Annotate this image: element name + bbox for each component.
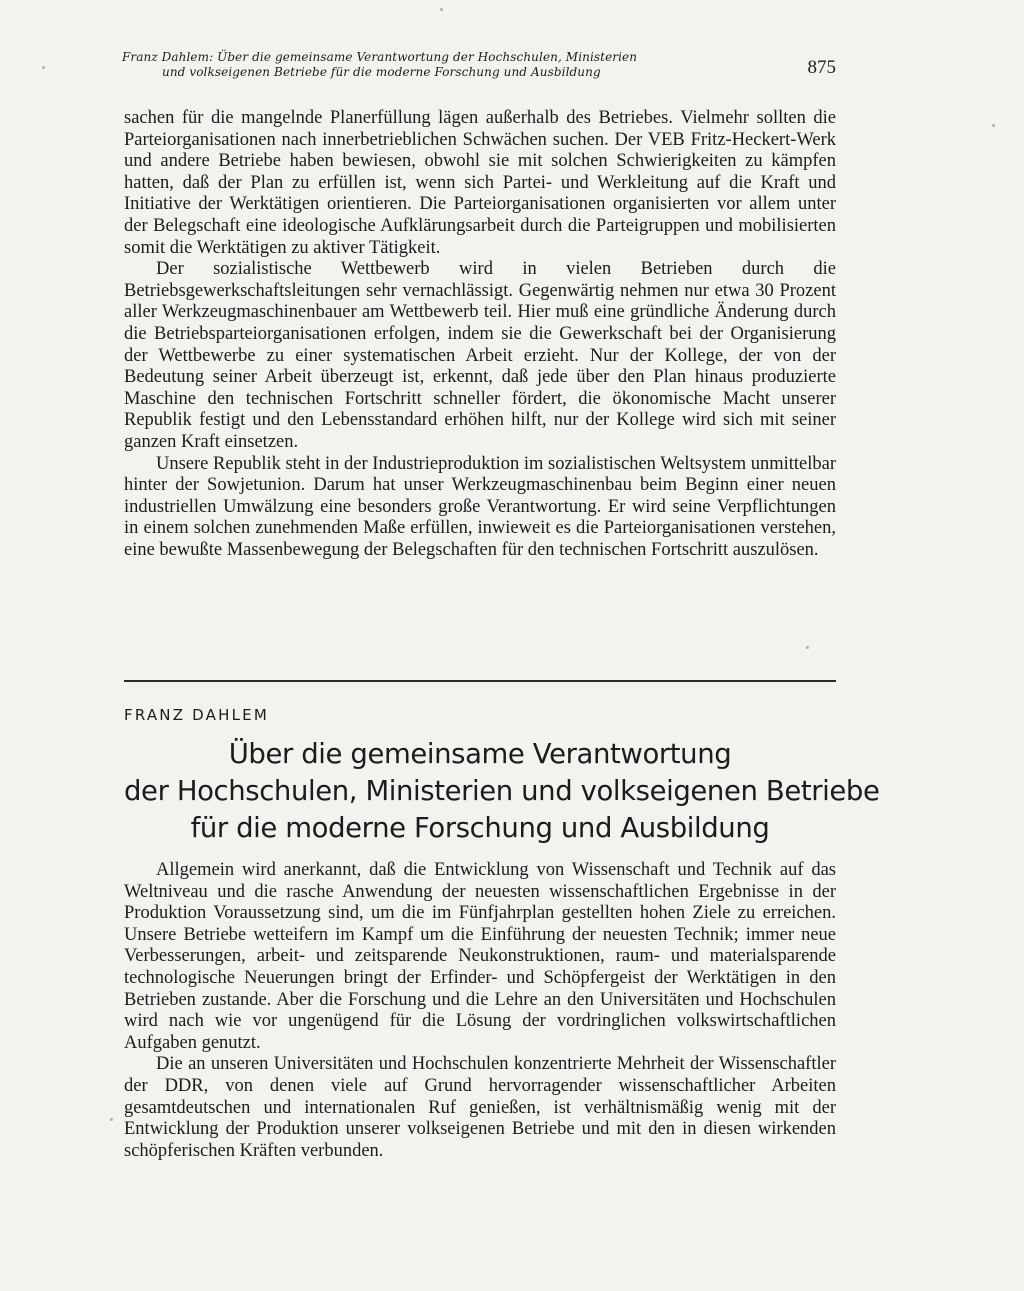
scan-speck <box>806 646 809 649</box>
article-title-line-1: Über die gemeinsame Verantwortung <box>228 738 732 770</box>
previous-article-text <box>124 108 836 561</box>
paragraph: Der sozialistische Wettbewerb wird in vielen Betrieben durch die Betriebsgewerkschaftsleitungen sehr vernachlässigt. Gegenwärtig nehmen nur etwa 30 Prozent aller Werkzeugmaschinenbauer am Wettbewerb teil. Hier muß eine gründliche Änderung durch die Betriebsparteiorganisationen erfolgen, indem sie die Gewerkschaft bei der Organisierung der Wettbewerbe zu einer systematischen Arbeit erzieht. Nur der Kollege, der von der Bedeutung seiner Arbeit überzeugt ist, erkennt, daß jede über den Plan hinaus produzierte Maschine den technischen Fortschritt schneller fördert, die ökonomische Macht unserer Republik festigt und den Lebensstandard erhöhen hilft, nur der Kollege wird sich mit seiner ganzen Kraft einsetzen. <box>124 259 836 452</box>
scan-speck <box>992 124 995 127</box>
article-body <box>124 860 836 1162</box>
paragraph-continued: sachen für die mangelnde Planerfüllung lägen außerhalb des Betriebes. Vielmehr sollten die Parteiorganisationen nach innerbetrieblichen Schwächen suchen. Der VEB Fritz-Heckert-Werk und andere Betriebe haben bewiesen, obwohl sie mit solchen Schwierigkeiten zu kämpfen hatten, daß der Plan zu erfüllen ist, wenn sich Partei- und Werkleitung auf die Kraft und Initiative der Werktätigen orientieren. Die Parteiorganisationen organisierten vor allem unter der Belegschaft eine ideologische Aufklärungsarbeit durch die Parteigruppen und mobilisierten somit die Werktätigen zu aktiver Tätigkeit. <box>124 108 836 258</box>
running-title <box>122 50 732 80</box>
paragraph: Die an unseren Universitäten und Hochschulen konzentrierte Mehrheit der Wissenschaftler der DDR, von denen viele auf Grund hervorragender wissenschaftlicher Arbeiten gesamtdeutschen und internationalen Ruf genießen, ist verhältnismäßig wenig mit der Entwicklung der Produktion unserer volkseigenen Betriebe und mit den in diesen wirkenden schöpferischen Kräften verbunden. <box>124 1054 836 1161</box>
scan-speck <box>42 66 45 69</box>
scan-speck <box>110 1118 113 1121</box>
article-author: FRANZ DAHLEM <box>124 706 269 724</box>
running-title-line-2: und volkseigenen Betriebe für die moderne Forschung und Ausbildung <box>162 65 601 79</box>
page-number: 875 <box>807 57 836 78</box>
running-header <box>122 50 836 84</box>
article-title-line-2: der Hochschulen, Ministerien und volkseigenen Betriebe <box>124 775 880 807</box>
paragraph: Unsere Republik steht in der Industrieproduktion im sozialistischen Weltsystem unmittelbar hinter der Sowjetunion. Darum hat unser Werkzeugmaschinenbau beim Beginn einer neuen industriellen Umwälzung eine besonders große Verantwortung. Er wird seine Verpflichtungen in einem solchen zunehmenden Maße erfüllen, inwieweit es die Parteiorganisationen verstehen, eine bewußte Massenbewegung der Belegschaften für den technischen Fortschritt auszulösen. <box>124 453 836 560</box>
paragraph: Allgemein wird anerkannt, daß die Entwicklung von Wissenschaft und Technik auf das Weltniveau und die rasche Anwendung der neuesten wissenschaftlichen Ergebnisse in der Produktion Voraussetzung sind, um die im Fünfjahrplan gestellten hohen Ziele zu erreichen. Unsere Betriebe wetteifern im Kampf um die Einführung der neuesten Technik; immer neue Verbesserungen, arbeit- und zeitsparende Neukonstruktionen, raum- und materialsparende technologische Neuerungen bringt der Erfinder- und Schöpfergeist der Werktätigen in den Betrieben zustande. Aber die Forschung und die Lehre an den Universitäten und Hochschulen wird nach wie vor ungenügend für die Lösung der vordringlichen volkswirtschaftlichen Aufgaben genutzt. <box>124 860 836 1053</box>
scan-speck <box>440 8 443 11</box>
running-title-line-1: Franz Dahlem: Über die gemeinsame Verantwortung der Hochschulen, Ministerien <box>122 50 638 64</box>
article-title-line-3: für die moderne Forschung und Ausbildung <box>190 812 770 844</box>
article-title <box>124 736 880 847</box>
section-divider <box>124 680 836 682</box>
